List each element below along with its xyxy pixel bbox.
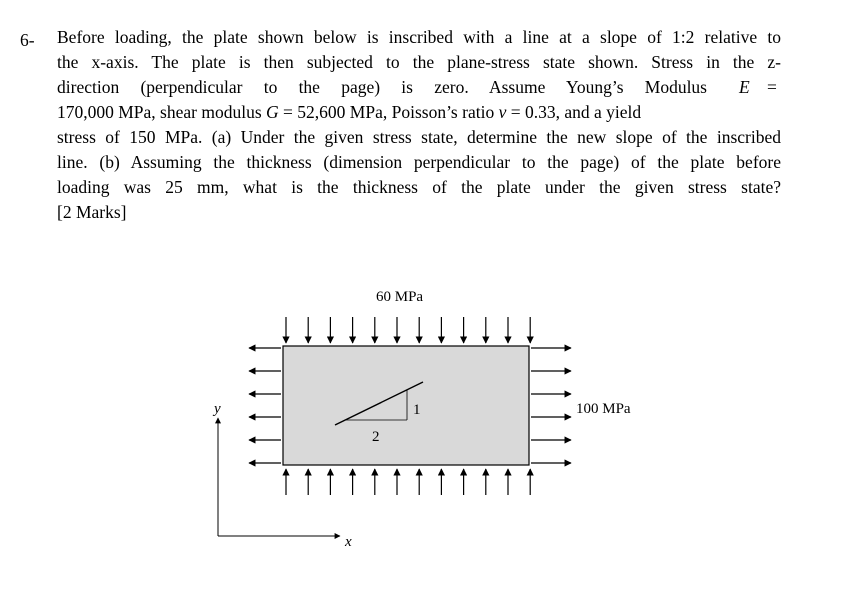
text-line-1: Before loading, the plate shown below is inscribed with a line at a slope of 1:2 relative to [57,27,781,47]
text-line-7: loading was 25 mm, what is the thickness of the plate under the given stress state? [57,177,781,197]
equals-sign: = [767,77,777,97]
symbol-G: G [266,102,279,122]
sigma-y-label: 60 MPa [376,289,424,305]
bottom-stress-arrows [286,469,530,495]
text-line-6: line. (b) Assuming the thickness (dimension perpendicular to the page) of the plate before [57,152,781,172]
marks-label: [2 Marks] [57,202,127,222]
sigma-x-label: 100 MPa [576,401,631,417]
symbol-nu: ν [498,102,507,122]
equals-sign: = [510,102,521,122]
text-line-2: the x-axis. The plate is then subjected to the plane-stress state shown. Stress in the z- [57,52,781,72]
poisson-value: 0.33, and a yield [524,102,642,122]
shear-value: 52,600 MPa, Poisson’s ratio [297,102,495,122]
right-stress-arrows [531,348,571,463]
modulus-value: 170,000 MPa, shear modulus [57,102,262,122]
y-axis-label: y [214,401,221,417]
text-line-5: stress of 150 MPa. (a) Under the given stress state, determine the new slope of the inscribed [57,127,781,147]
symbol-E: E [739,77,750,97]
run-label: 2 [372,429,380,445]
top-stress-arrows [286,317,530,343]
plate [283,346,529,465]
text-line-3-body: direction (perpendicular to the page) is zero. Assume Young’s Modulus [57,77,707,97]
rise-label: 1 [413,402,421,418]
equals-sign: = [283,102,293,122]
left-stress-arrows [249,348,281,463]
question-number: 6- [20,30,35,50]
x-axis-label: x [345,534,352,550]
